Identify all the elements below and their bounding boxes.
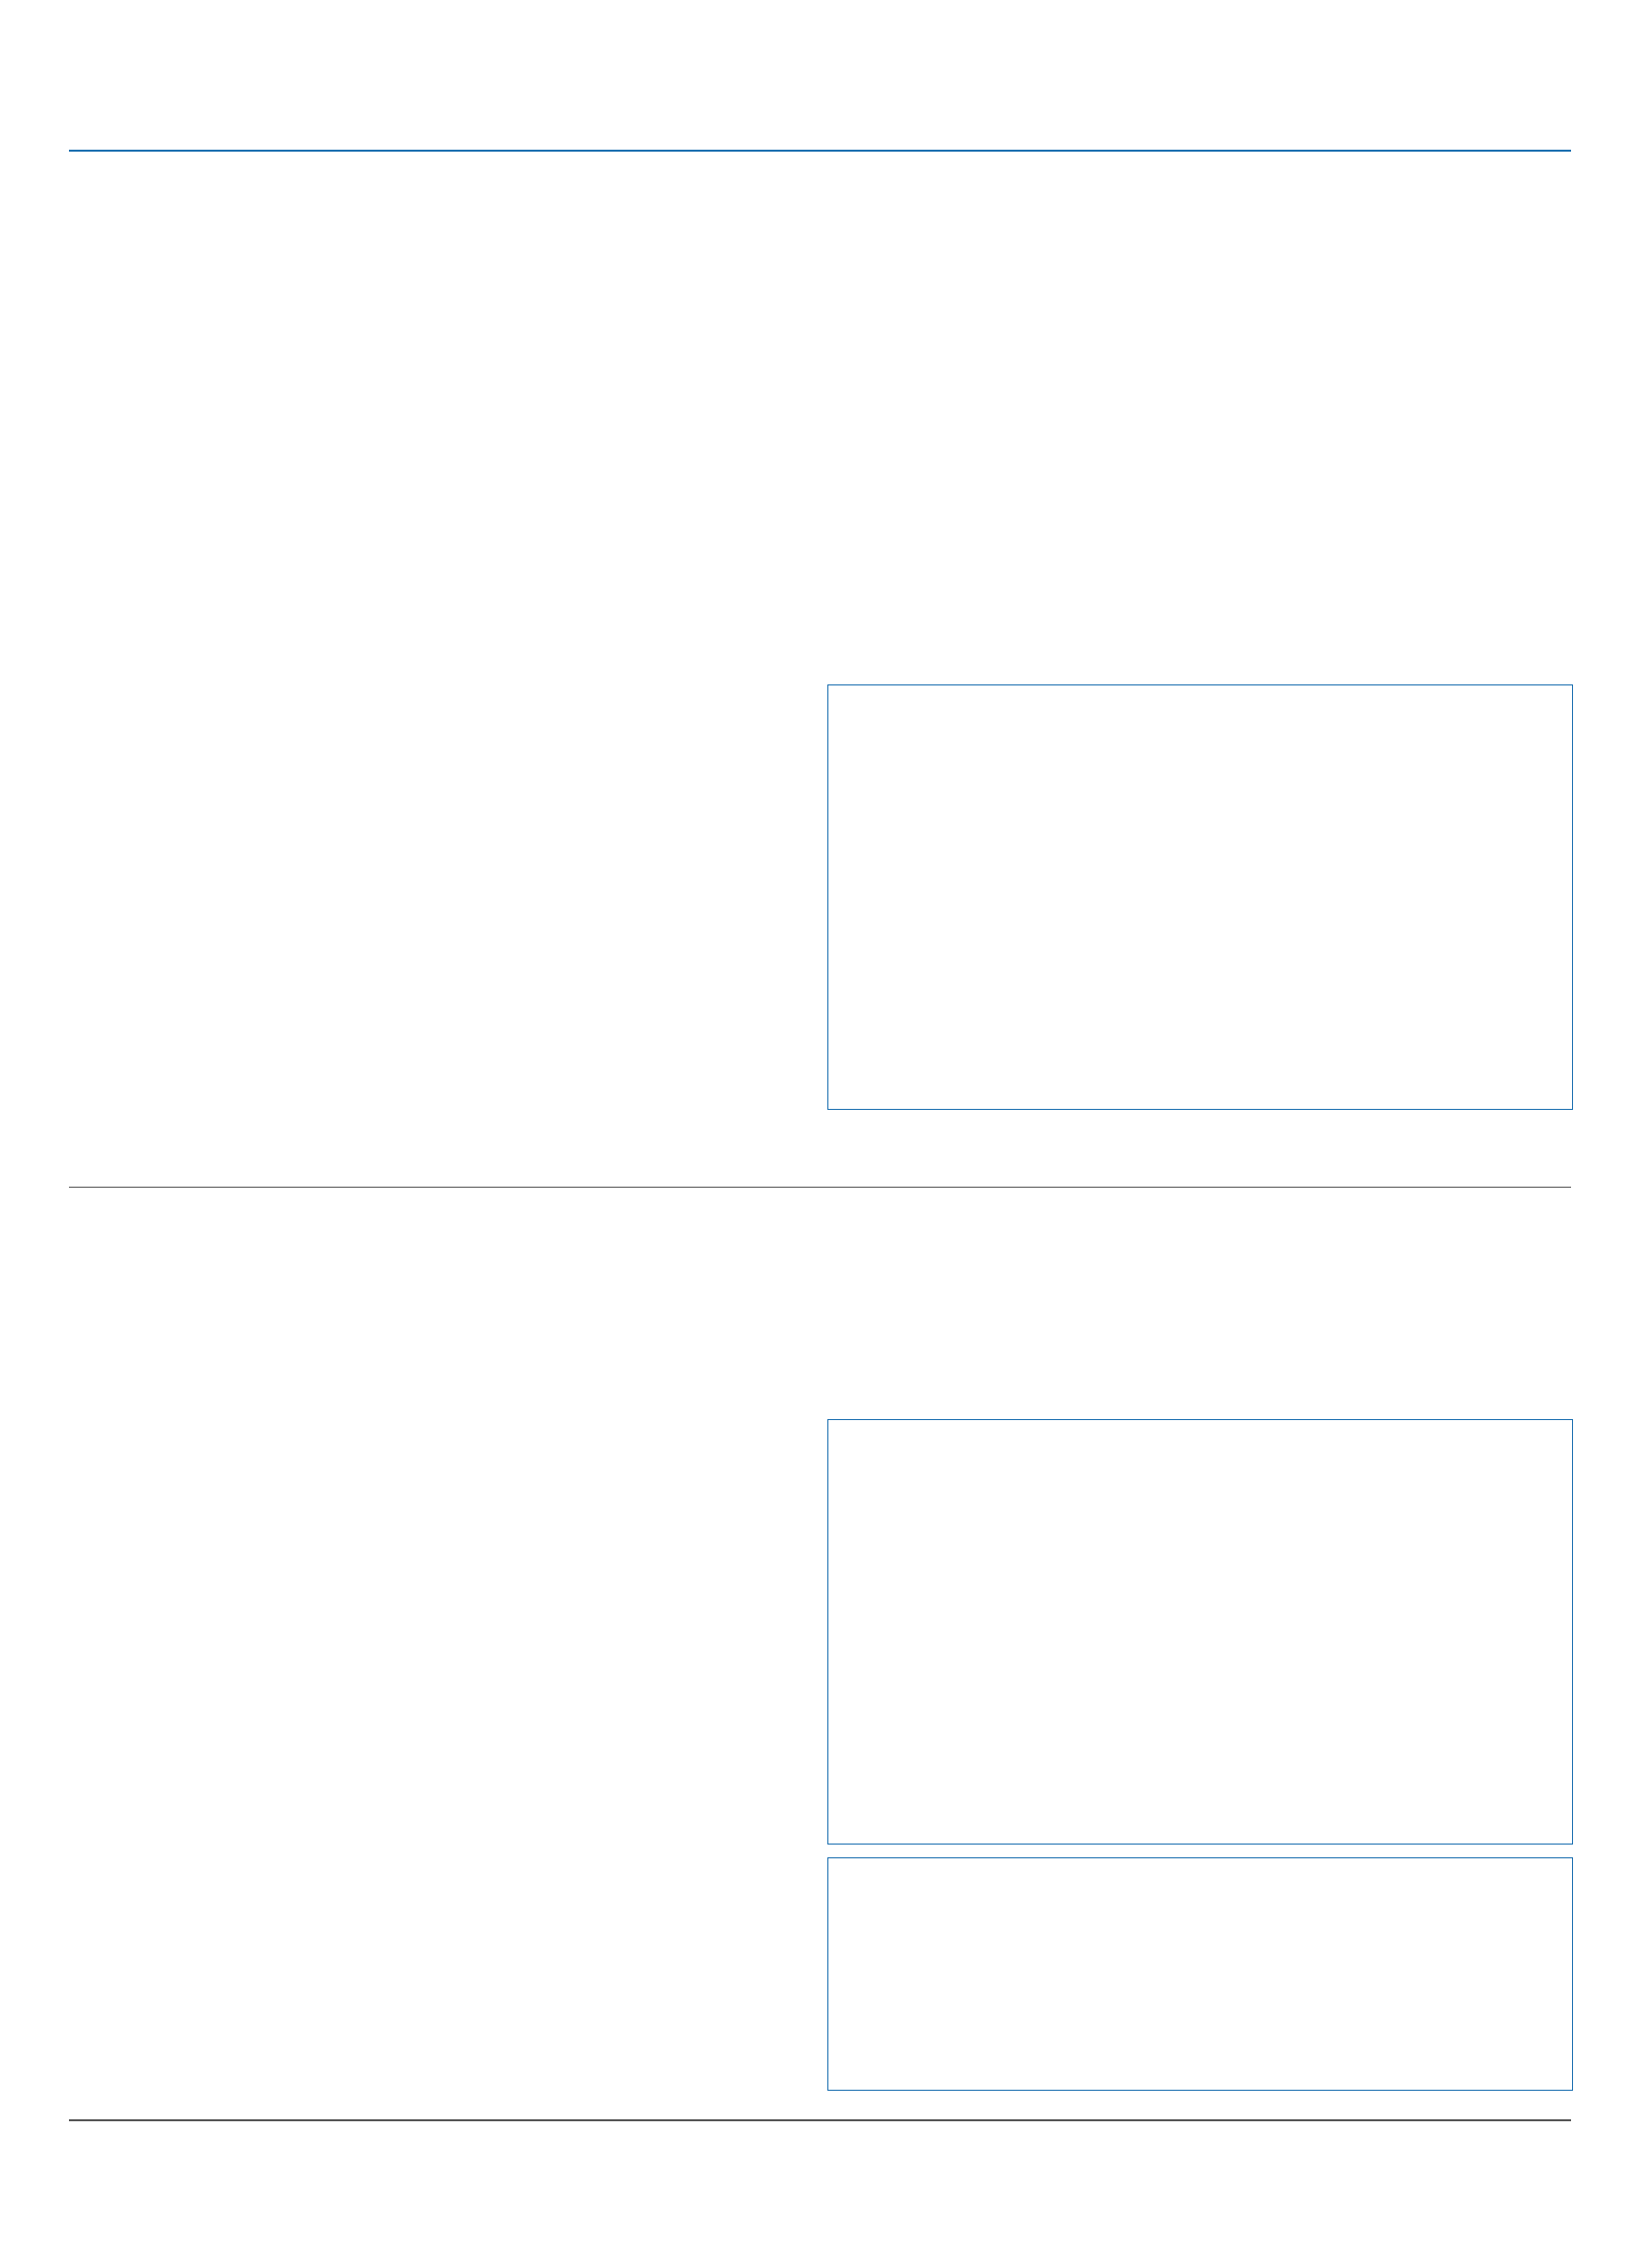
article-headline <box>69 1198 1571 1306</box>
article-headline <box>69 202 1571 263</box>
text-column-2 <box>448 1316 788 2094</box>
text-column-1 <box>69 281 409 1167</box>
promo-box-uctovnictvo <box>827 1419 1573 1845</box>
text-column-4 <box>1207 281 1546 675</box>
promo-box-pravo <box>827 684 1573 1110</box>
text-column-2 <box>448 281 788 1167</box>
text-column-4 <box>1207 1316 1546 1404</box>
article-dovolenka <box>69 202 1571 1172</box>
page-header <box>69 100 1571 152</box>
article-mimoriadne-opatrenia <box>69 1187 1571 2099</box>
text-column-3 <box>827 1316 1167 1404</box>
text-column-3 <box>827 281 1167 675</box>
promo-box-ropoaobce <box>827 1857 1573 2091</box>
text-column-1 <box>69 1316 409 2094</box>
page-bottom-rule <box>69 2119 1571 2121</box>
